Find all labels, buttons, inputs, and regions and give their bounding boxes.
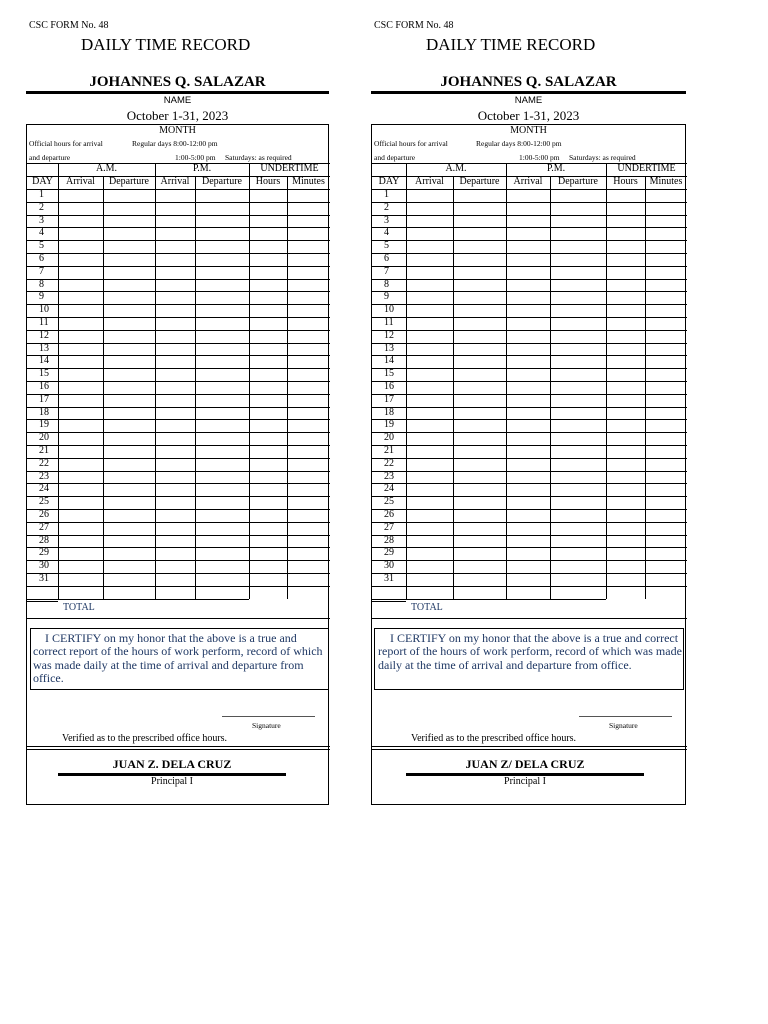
grid-line [372, 560, 687, 561]
certification-text: I CERTIFY on my honor that the above is a true and correct report of the hours of work perform, record of which was made daily at the time of arrival and departure from office. [378, 630, 682, 672]
grid-line [372, 445, 687, 446]
day-number: 31 [39, 573, 49, 584]
day-number: 18 [39, 406, 49, 418]
signature-line [579, 716, 672, 717]
name-underline [26, 91, 329, 94]
supervisor-name: JUAN Z/ DELA CRUZ [465, 756, 585, 771]
grid-line [372, 368, 687, 369]
grid-line [372, 189, 687, 190]
day-header: DAY [32, 176, 53, 187]
grid-line [372, 355, 687, 356]
grid-line [406, 163, 407, 599]
grid-line [27, 291, 330, 292]
day-number: 6 [384, 253, 389, 264]
pm-departure-header: Departure [558, 176, 598, 187]
grid-line [550, 176, 551, 599]
day-number: 22 [384, 457, 394, 469]
day-number: 23 [39, 470, 49, 482]
day-number: 13 [384, 342, 394, 354]
dtr-box [26, 124, 329, 805]
signature-line [222, 716, 315, 717]
day-number: 11 [384, 317, 394, 328]
day-number: 10 [384, 304, 394, 316]
official-hours-label: Official hours for arrival [29, 139, 103, 148]
grid-line [606, 163, 607, 599]
grid-line [372, 496, 687, 497]
day-number: 29 [384, 547, 394, 559]
day-number: 14 [39, 355, 49, 367]
day-number: 12 [39, 329, 49, 341]
grid-line [372, 535, 687, 536]
day-number: 17 [384, 393, 394, 405]
day-number: 31 [384, 573, 394, 584]
grid-line [27, 586, 330, 587]
day-number: 15 [384, 368, 394, 380]
day-number: 6 [39, 253, 44, 264]
grid-line [27, 240, 330, 241]
grid-line [372, 419, 687, 420]
day-number: 24 [39, 483, 49, 495]
day-number: 19 [384, 419, 394, 431]
grid-line [27, 215, 330, 216]
divider-line [27, 746, 330, 747]
am-header: A.M. [445, 163, 467, 174]
supervisor-position: Principal I [504, 775, 546, 787]
verified-text: Verified as to the prescribed office hours. [62, 732, 228, 744]
saturdays: Saturdays: as required [225, 153, 292, 162]
day-number: 9 [384, 291, 389, 303]
pm-departure-header: Departure [202, 176, 242, 187]
employee-name: JOHANNES Q. SALAZAR [440, 74, 617, 90]
grid-line [27, 483, 330, 484]
grid-line [27, 573, 330, 574]
day-number: 28 [384, 534, 394, 546]
pm-header: P.M. [546, 163, 566, 174]
saturdays: Saturdays: as required [569, 153, 636, 162]
name-underline [371, 91, 686, 94]
grid-line [27, 601, 58, 602]
undertime-header: UNDERTIME [617, 163, 676, 174]
divider-line [27, 749, 330, 750]
grid-line [27, 419, 330, 420]
grid-line [58, 163, 59, 599]
day-number: 30 [39, 560, 49, 572]
period: October 1-31, 2023 [477, 108, 580, 123]
grid-line [372, 509, 687, 510]
grid-line [372, 304, 687, 305]
day-number: 18 [384, 406, 394, 418]
supervisor-position: Principal I [151, 775, 193, 787]
grid-line [27, 227, 330, 228]
grid-line [27, 535, 330, 536]
signature-label: Signature [609, 720, 638, 730]
grid-line [372, 381, 687, 382]
grid-line [506, 163, 507, 599]
hours-header: Hours [255, 176, 281, 187]
grid-line [372, 240, 687, 241]
day-number: 7 [384, 265, 389, 277]
verified-text: Verified as to the prescribed office hours. [411, 732, 577, 744]
day-number: 26 [384, 509, 394, 520]
day-number: 12 [384, 329, 394, 341]
day-number: 22 [39, 457, 49, 469]
day-number: 30 [384, 560, 394, 572]
grid-line [372, 547, 687, 548]
day-number: 19 [39, 419, 49, 431]
employee-name: JOHANNES Q. SALAZAR [89, 74, 266, 90]
am-header: A.M. [95, 163, 118, 174]
grid-line [27, 547, 330, 548]
name-label: NAME [163, 95, 192, 106]
grid-line [27, 253, 330, 254]
certification-text: I CERTIFY on my honor that the above is a true and correct report of the hours of work perform, record of which was made daily at the time of arrival and departure from office. [33, 630, 323, 686]
form-title: DAILY TIME RECORD [426, 35, 596, 54]
grid-line [155, 163, 156, 599]
grid-line [27, 202, 330, 203]
day-number: 27 [384, 521, 394, 533]
grid-line [27, 432, 330, 433]
grid-line [372, 522, 687, 523]
grid-line [372, 266, 687, 267]
day-number: 5 [39, 240, 44, 252]
pm-header: P.M. [192, 163, 212, 174]
grid-line [27, 522, 330, 523]
pm-hours: 1:00-5:00 pm [519, 153, 560, 162]
day-number: 3 [384, 214, 389, 226]
total-label: TOTAL [63, 601, 95, 613]
grid-line [27, 407, 330, 408]
grid-line [372, 253, 687, 254]
day-number: 2 [384, 201, 389, 213]
grid-line [372, 343, 687, 344]
grid-line [453, 176, 454, 599]
day-number: 28 [39, 534, 49, 546]
grid-line [27, 618, 330, 619]
am-arrival-header: Arrival [66, 176, 95, 187]
grid-line [27, 599, 249, 600]
day-number: 10 [39, 304, 49, 316]
month-label: MONTH [510, 125, 547, 136]
grid-line [372, 330, 687, 331]
day-number: 15 [39, 368, 49, 380]
grid-line [27, 496, 330, 497]
day-number: 5 [384, 240, 389, 252]
grid-line [27, 304, 330, 305]
grid-line [27, 330, 330, 331]
day-number: 4 [384, 227, 389, 239]
day-number: 25 [39, 496, 49, 508]
pm-arrival-header: Arrival [513, 176, 543, 187]
day-number: 1 [39, 189, 44, 200]
day-number: 9 [39, 291, 44, 303]
grid-line [372, 407, 687, 408]
grid-line [27, 189, 330, 190]
month-label: MONTH [159, 125, 196, 136]
form-title: DAILY TIME RECORD [81, 35, 251, 54]
grid-line [372, 227, 687, 228]
day-header: DAY [378, 176, 400, 187]
grid-line [249, 163, 250, 599]
grid-line [27, 279, 330, 280]
grid-line [372, 573, 687, 574]
name-label: NAME [514, 95, 543, 106]
day-number: 21 [39, 445, 49, 456]
grid-line [372, 618, 687, 619]
signature-label: Signature [252, 720, 281, 730]
day-number: 27 [39, 521, 49, 533]
regular-days: Regular days 8:00-12:00 pm [132, 139, 218, 148]
day-number: 29 [39, 547, 49, 559]
pm-arrival-header: Arrival [160, 176, 190, 187]
grid-line [195, 176, 196, 599]
departure-hours-label: and departure [374, 153, 416, 162]
day-number: 4 [39, 227, 44, 239]
supervisor-name: JUAN Z. DELA CRUZ [112, 756, 232, 771]
day-number: 8 [384, 278, 389, 290]
day-number: 8 [39, 278, 44, 290]
form-number: CSC FORM No. 48 [29, 20, 109, 31]
regular-days: Regular days 8:00-12:00 pm [476, 139, 562, 148]
grid-line [372, 586, 687, 587]
day-number: 1 [384, 189, 389, 200]
grid-line [372, 279, 687, 280]
official-hours-label: Official hours for arrival [374, 139, 448, 148]
grid-line [372, 458, 687, 459]
day-number: 16 [384, 381, 394, 392]
grid-line [27, 381, 330, 382]
grid-line [372, 202, 687, 203]
am-arrival-header: Arrival [415, 176, 444, 187]
grid-line [372, 471, 687, 472]
grid-line [372, 394, 687, 395]
hours-header: Hours [613, 176, 638, 187]
grid-line [27, 509, 330, 510]
undertime-header: UNDERTIME [260, 163, 319, 174]
day-number: 24 [384, 483, 394, 495]
grid-line [372, 601, 406, 602]
grid-line [372, 432, 687, 433]
grid-line [27, 355, 330, 356]
am-departure-header: Departure [459, 176, 500, 187]
grid-line [645, 176, 646, 599]
grid-line [27, 394, 330, 395]
departure-hours-label: and departure [29, 153, 71, 162]
grid-line [287, 176, 288, 599]
divider-line [372, 749, 687, 750]
dtr-box [371, 124, 686, 805]
minutes-header: Minutes [292, 176, 325, 187]
grid-line [372, 291, 687, 292]
grid-line [372, 483, 687, 484]
grid-line [27, 266, 330, 267]
day-number: 20 [39, 432, 49, 444]
day-number: 14 [384, 355, 394, 367]
grid-line [27, 343, 330, 344]
day-number: 21 [384, 445, 394, 456]
divider-line [372, 746, 687, 747]
form-number: CSC FORM No. 48 [374, 20, 454, 31]
day-number: 11 [39, 317, 49, 328]
period: October 1-31, 2023 [126, 108, 229, 123]
day-number: 16 [39, 381, 49, 392]
grid-line [103, 176, 104, 599]
grid-line [27, 445, 330, 446]
day-number: 13 [39, 342, 49, 354]
grid-line [27, 317, 330, 318]
day-number: 20 [384, 432, 394, 444]
grid-line [372, 599, 606, 600]
total-label: TOTAL [411, 601, 443, 613]
day-number: 26 [39, 509, 49, 520]
grid-line [27, 368, 330, 369]
grid-line [27, 458, 330, 459]
day-number: 17 [39, 393, 49, 405]
am-departure-header: Departure [109, 176, 149, 187]
day-number: 2 [39, 201, 44, 213]
day-number: 7 [39, 265, 44, 277]
minutes-header: Minutes [649, 176, 683, 187]
grid-line [372, 215, 687, 216]
day-number: 25 [384, 496, 394, 508]
grid-line [372, 317, 687, 318]
day-number: 23 [384, 470, 394, 482]
grid-line [27, 471, 330, 472]
grid-line [27, 560, 330, 561]
day-number: 3 [39, 214, 44, 226]
pm-hours: 1:00-5:00 pm [175, 153, 216, 162]
